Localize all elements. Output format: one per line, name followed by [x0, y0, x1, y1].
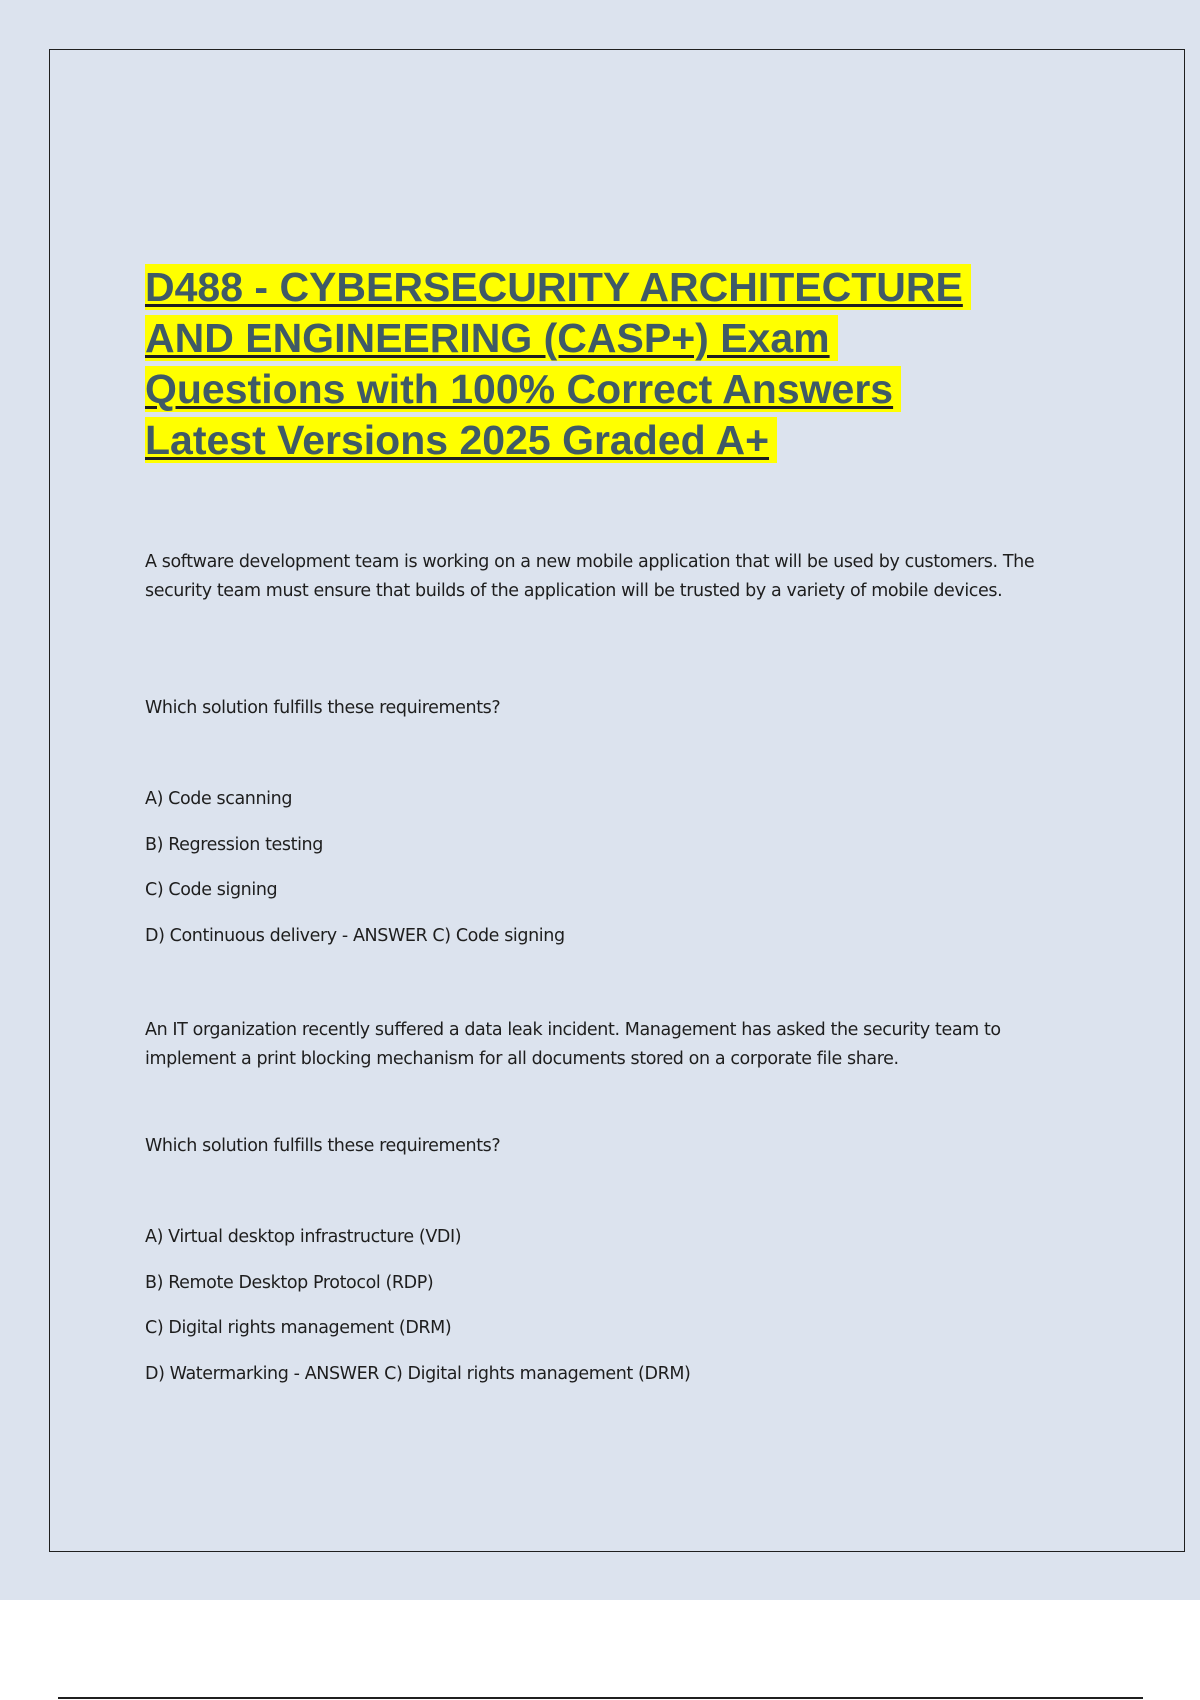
title-line: D488 - CYBERSECURITY ARCHITECTURE	[145, 262, 1105, 313]
question-2-option-a: A) Virtual desktop infrastructure (VDI)	[145, 1227, 462, 1247]
document-title	[145, 262, 1105, 466]
question-2-ask: Which solution fulfills these requirements?	[145, 1136, 501, 1156]
question-1-option-a: A) Code scanning	[145, 789, 293, 809]
question-1-option-c: C) Code signing	[145, 880, 278, 900]
question-1-option-b: B) Regression testing	[145, 835, 323, 855]
title-line: Questions with 100% Correct Answers	[145, 364, 1105, 415]
title-line: Latest Versions 2025 Graded A+	[145, 415, 1105, 466]
question-2-option-d-answer: D) Watermarking - ANSWER C) Digital rights management (DRM)	[145, 1364, 691, 1384]
question-2-option-c: C) Digital rights management (DRM)	[145, 1318, 452, 1338]
footer-divider	[58, 1697, 1143, 1699]
question-1-ask: Which solution fulfills these requirements?	[145, 698, 501, 718]
question-2-prompt: An IT organization recently suffered a data leak incident. Management has asked the security team to implement a print blocking mechanism for all documents stored on a corporate file share.	[145, 1020, 1001, 1069]
question-2-option-b: B) Remote Desktop Protocol (RDP)	[145, 1273, 434, 1293]
title-line: AND ENGINEERING (CASP+) Exam	[145, 313, 1105, 364]
question-1-option-d-answer: D) Continuous delivery - ANSWER C) Code signing	[145, 926, 565, 946]
question-1-prompt: A software development team is working on a new mobile application that will be used by customers. The security team must ensure that builds of the application will be trusted by a variety of mobile devices.	[145, 552, 1035, 601]
